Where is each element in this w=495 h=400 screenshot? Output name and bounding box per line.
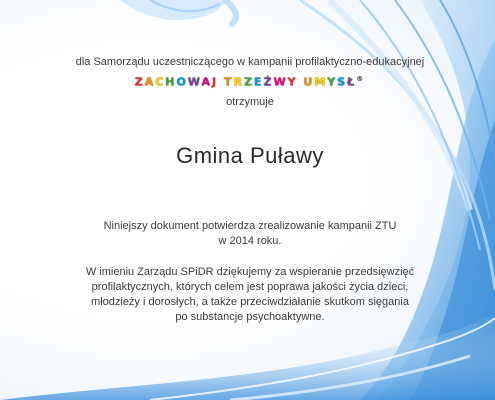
campaign-letter: M bbox=[314, 75, 328, 89]
campaign-letter: E bbox=[253, 75, 264, 89]
campaign-letter: Ź bbox=[263, 75, 274, 89]
campaign-logo bbox=[40, 75, 460, 89]
paragraph-line: Niniejszy dokument potwierdza zrealizowanie kampanii ZTU bbox=[103, 220, 397, 232]
paragraph-line: W imieniu Zarządu SPiDR dziękujemy za wspieranie przedsięwzięć bbox=[85, 266, 415, 278]
campaign-letter: W bbox=[187, 75, 202, 89]
campaign-letter: Ł bbox=[347, 75, 357, 89]
campaign-letter: H bbox=[165, 75, 177, 89]
thanks-paragraph bbox=[40, 265, 460, 325]
campaign-letter: Y bbox=[327, 75, 338, 89]
campaign-letter: U bbox=[303, 75, 315, 89]
campaign-letter: A bbox=[201, 75, 213, 89]
registered-mark: ® bbox=[356, 75, 366, 83]
campaign-letter: A bbox=[144, 75, 156, 89]
receives-text: otrzymuje bbox=[226, 96, 274, 108]
campaign-letter: O bbox=[176, 75, 188, 89]
paragraph-line: profilaktycznych, których celem jest poprawa jakości życia dzieci, bbox=[91, 281, 409, 293]
campaign-letter: Z bbox=[243, 75, 254, 89]
intro-text: dla Samorządu uczestniczącego w kampanii profilaktyczno-edukacyjnej bbox=[75, 56, 425, 68]
campaign-letter: Y bbox=[287, 75, 298, 89]
paragraph-line: w 2014 roku. bbox=[218, 235, 282, 247]
campaign-letter: S bbox=[337, 75, 348, 89]
campaign-letter: R bbox=[233, 75, 244, 89]
campaign-name bbox=[135, 76, 357, 89]
recipient-name: Gmina Puławy bbox=[176, 143, 324, 168]
campaign-letter: T bbox=[223, 75, 234, 89]
campaign-letter: J bbox=[212, 75, 219, 89]
campaign-letter: C bbox=[155, 75, 166, 89]
campaign-letter: W bbox=[273, 75, 288, 89]
paragraph-line: młodzieży i dorosłych, a także przeciwdziałanie skutkom sięgania bbox=[91, 296, 409, 308]
paragraph-line: po substancje psychoaktywne. bbox=[175, 311, 325, 323]
confirmation-paragraph bbox=[40, 219, 460, 249]
campaign-letter: Z bbox=[134, 75, 145, 89]
